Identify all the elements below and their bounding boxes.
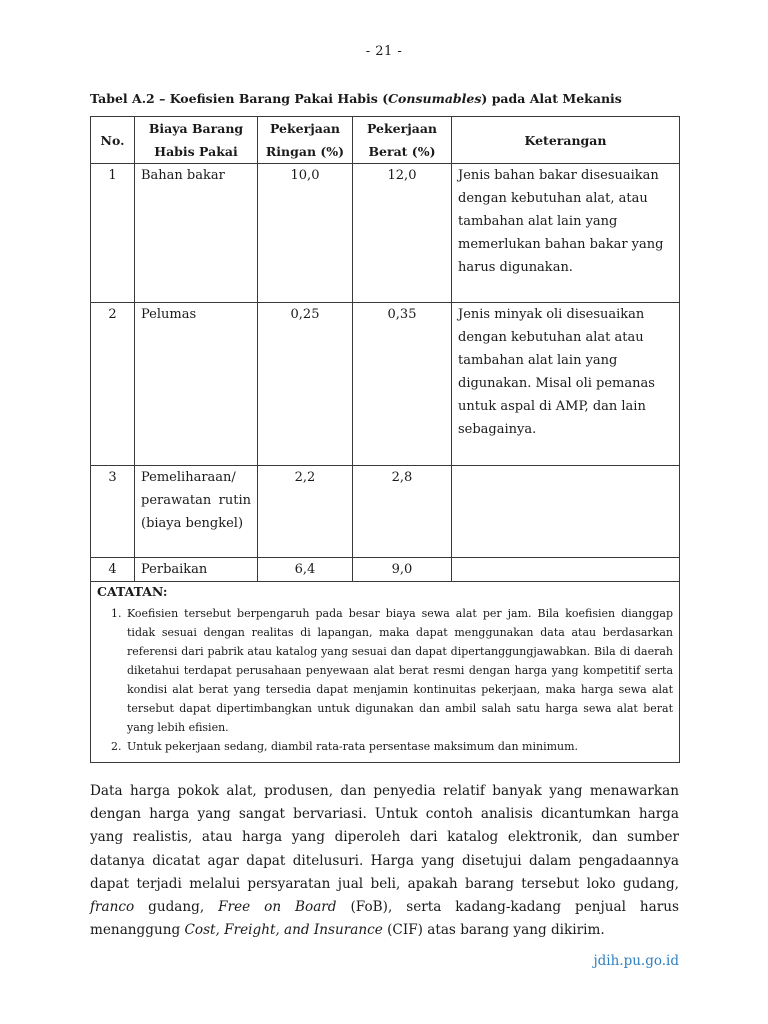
header-no: No. [91,117,135,164]
note-item: 1. Koefisien tersebut berpengaruh pada besar biaya sewa alat per jam. Bila koefisien dianggap tidak sesuai dengan realitas di lapangan, maka dapat menggunakan data atau berdasarkan referensi dari pabrik atau katalog yang sesuai dan dapat dipertanggungjawabkan. Bila di daerah diketahui terdapat perusahaan penyewaan alat berat resmi dengan harga yang kompetitif serta kondisi alat berat yang tersedia dapat menjamin kontinuitas pekerjaan, maka harga sewa alat tersebut dapat dipertimbangkan untuk digunakan dan ambil salah satu harga sewa alat berat yang lebih efisien. [125,604,673,737]
row-berat: 2,8 [353,466,452,558]
note-item: 2. Untuk pekerjaan sedang, diambil rata-rata persentase maksimum dan minimum. [125,737,673,756]
row-keterangan [452,558,680,582]
header-keterangan: Keterangan [452,117,680,164]
row-item: Bahan bakar [135,164,258,303]
row-berat: 9,0 [353,558,452,582]
paragraph-part: (CIF) atas barang yang dikirim. [382,922,605,939]
row-no: 1 [91,164,135,303]
table-row [91,164,680,303]
row-ringan: 0,25 [258,303,353,466]
row-item: Perbaikan [135,558,258,582]
header-ringan: Pekerjaan Ringan (%) [258,117,353,164]
row-berat: 0,35 [353,303,452,466]
paragraph-italic: franco [90,899,135,916]
table-title-italic: Consumables [388,91,482,106]
row-no: 2 [91,303,135,466]
row-keterangan: Jenis minyak oli disesuaikan dengan kebutuhan alat atau tambahan alat lain yang digunakan. Misal oli pemanas untuk aspal di AMP, dan lain sebagainya. [452,303,680,466]
table-title-prefix: Tabel A.2 – Koefisien Barang Pakai Habis ( [90,91,389,106]
notes-list [97,604,673,756]
table-title-suffix: ) pada Alat Mekanis [481,91,622,106]
page-number: - 21 - [365,44,403,59]
row-no: 4 [91,558,135,582]
table-row [91,558,680,582]
table-row [91,466,680,558]
row-ringan: 6,4 [258,558,353,582]
paragraph-part: Data harga pokok alat, produsen, dan penyedia relatif banyak yang menawarkan dengan harga yang sangat bervariasi. Untuk contoh analisis dicantumkan harga yang realistis, atau harga yang diperoleh dari katalog elektronik, dan sumber datanya dicatat agar dapat ditelusuri. Harga yang disetujui dalam pengadaannya dapat terjadi melalui persyaratan jual beli, apakah barang tersebut loko gudang, [90,783,679,892]
table-title [90,91,690,106]
header-berat: Pekerjaan Berat (%) [353,117,452,164]
row-keterangan [452,466,680,558]
footer-link[interactable]: jdih.pu.go.id [593,953,679,969]
consumables-coefficient-table [90,116,680,763]
row-ringan: 2,2 [258,466,353,558]
header-biaya: Biaya Barang Habis Pakai [135,117,258,164]
row-item: Pelumas [135,303,258,466]
paragraph-italic: Cost, Freight, and Insurance [184,922,383,939]
body-paragraph [90,780,679,942]
paragraph-part: gudang, [134,899,219,916]
paragraph-italic: Free on Board [218,899,337,916]
row-ringan: 10,0 [258,164,353,303]
table-notes-row [91,582,680,763]
row-keterangan: Jenis bahan bakar disesuaikan dengan kebutuhan alat, atau tambahan alat lain yang memerlukan bahan bakar yang harus digunakan. [452,164,680,303]
table-row [91,303,680,466]
paragraph-part: (FoB), serta kadang-kadang penjual harus menanggung [90,899,679,939]
row-item: Pemeliharaan/ perawatan rutin (biaya bengkel) [135,466,258,558]
table-header-row [91,117,680,164]
notes-cell [91,582,680,763]
row-berat: 12,0 [353,164,452,303]
row-no: 3 [91,466,135,558]
notes-title: CATATAN: [97,584,168,599]
